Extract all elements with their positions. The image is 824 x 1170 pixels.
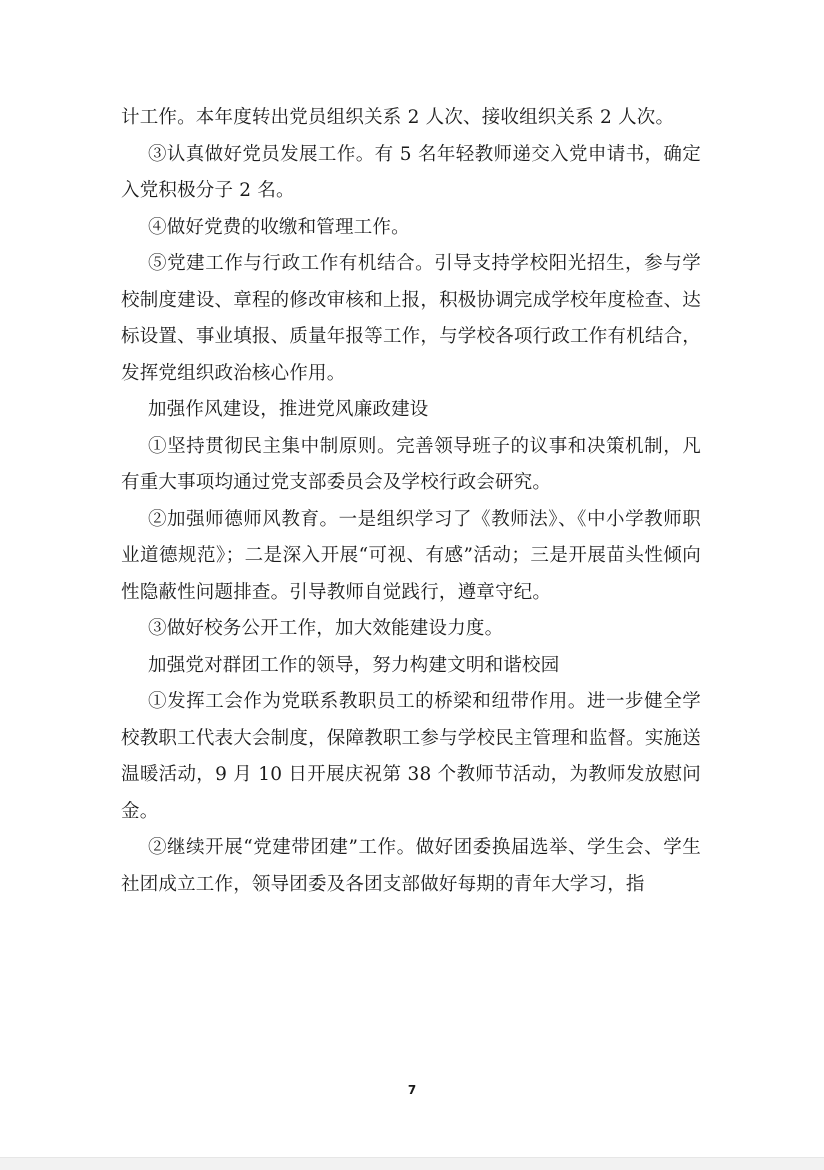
paragraph-4: ⑤党建工作与行政工作有机结合。引导支持学校阳光招生，参与学校制度建设、章程的修改审核和上报，积极协调完成学校年度检查、达标设置、事业填报、质量年报等工作，与学校各项行政工作有机结合，发挥党组织政治核心作用。 [121, 253, 701, 384]
paragraph-9: ②继续开展“党建带团建”工作。做好团委换届选举、学生会、学生社团成立工作，领导团委及各团支部做好每期的青年大学习，指 [121, 837, 701, 895]
paragraph-2: ③认真做好党员发展工作。有 5 名年轻教师递交入党申请书，确定入党积极分子 2 名。 [121, 143, 701, 201]
body-text [121, 100, 701, 903]
paragraph-5: ①坚持贯彻民主集中制原则。完善领导班子的议事和决策机制，凡有重大事项均通过党支部委员会及学校行政会研究。 [121, 435, 701, 493]
paragraph-8: ①发挥工会作为党联系教职员工的桥梁和纽带作用。进一步健全学校教职工代表大会制度，保障教职工参与学校民主管理和监督。实施送温暖活动，9 月 10 日开展庆祝第 38 个教师节活动，为教师发放慰问金。 [121, 691, 701, 822]
page-bottom-edge [0, 1157, 824, 1170]
paragraph-3: ④做好党费的收缴和管理工作。 [148, 216, 410, 238]
page-number: 7 [407, 1083, 417, 1097]
paragraph-1: 计工作。本年度转出党员组织关系 2 人次、接收组织关系 2 人次。 [121, 107, 675, 128]
section-heading-1: 加强作风建设，推进党风廉政建设 [148, 399, 429, 420]
paragraph-7: ③做好校务公开工作，加大效能建设力度。 [148, 618, 504, 639]
paragraph-6: ②加强师德师风教育。一是组织学习了《教师法》、《中小学教师职业道德规范》；二是深入开展“可视、有感”活动；三是开展苗头性倾向性隐蔽性问题排查。引导教师自觉践行，遵章守纪。 [121, 508, 701, 603]
section-heading-2: 加强党对群团工作的领导，努力构建文明和谐校园 [148, 654, 560, 676]
